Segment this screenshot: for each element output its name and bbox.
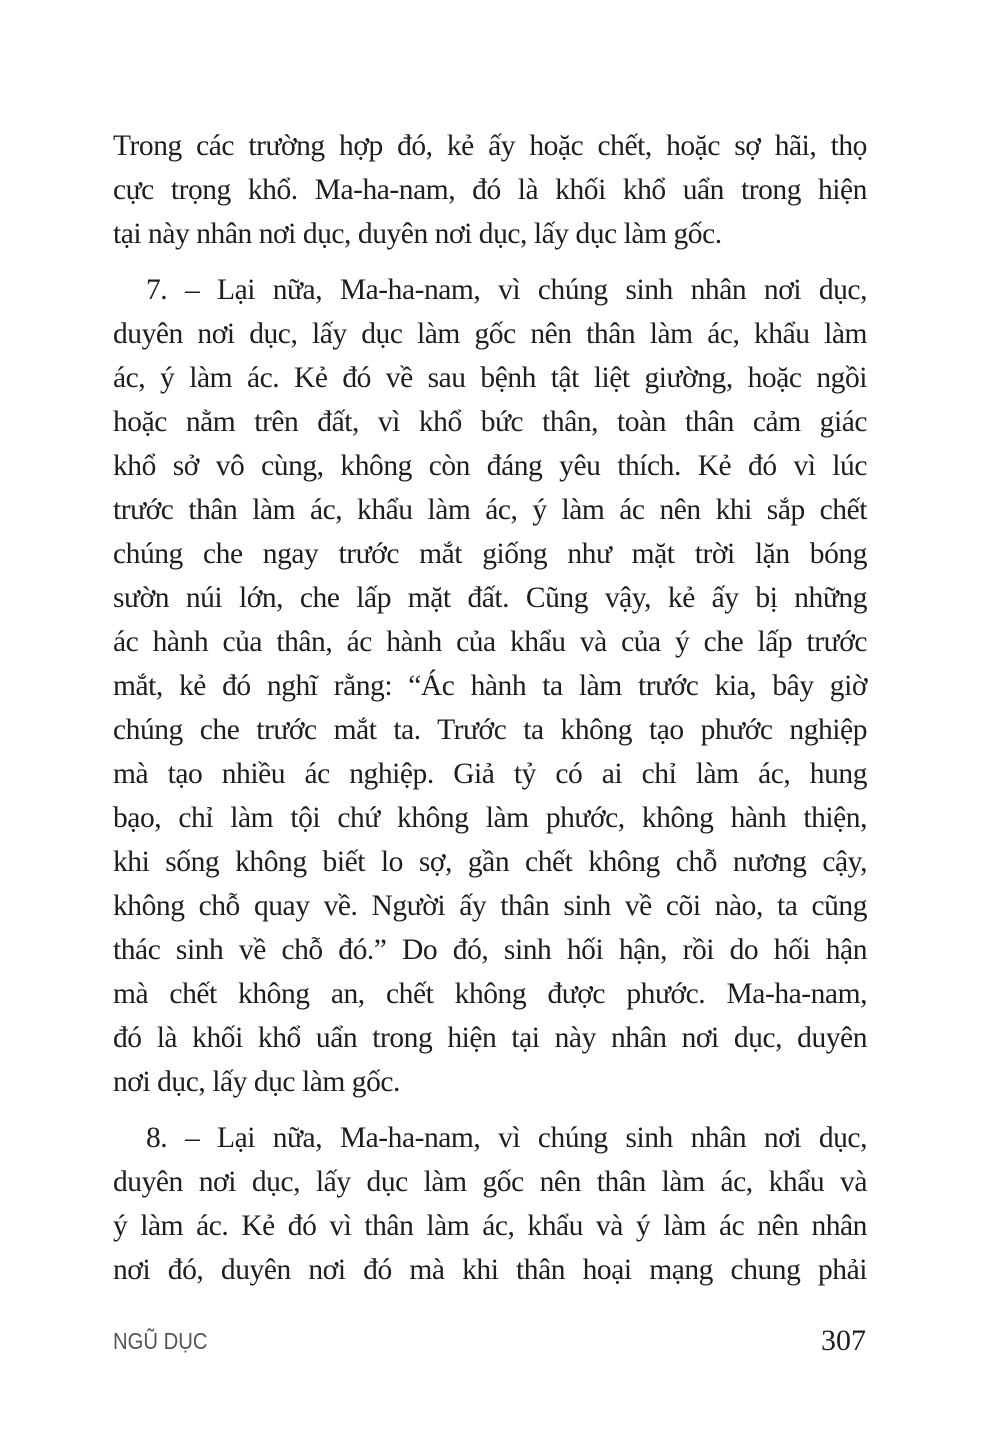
text-line: nơi đó, duyên nơi đó mà khi thân hoại mạng chung phải [113, 1254, 867, 1286]
text-line: khổ sở vô cùng, không còn đáng yêu thích. Kẻ đó vì lúc [113, 450, 867, 482]
text-line: chúng che ngay trước mắt giống như mặt trời lặn bóng [113, 538, 867, 570]
text-line: ác hành của thân, ác hành của khẩu và của ý che lấp trước [113, 626, 867, 658]
text-line: tại này nhân nơi dục, duyên nơi dục, lấy dục làm gốc. [113, 218, 722, 250]
paragraph-continuation [113, 124, 867, 256]
page-number: 307 [821, 1324, 866, 1357]
text-line: khi sống không biết lo sợ, gần chết không chỗ nương cậy, [113, 846, 867, 878]
text-line: cực trọng khổ. Ma-ha-nam, đó là khối khổ uẩn trong hiện [113, 174, 867, 206]
text-line: duyên nơi dục, lấy dục làm gốc nên thân làm ác, khẩu và [113, 1166, 867, 1198]
text-line: chúng che trước mắt ta. Trước ta không tạo phước nghiệp [113, 714, 867, 746]
text-line: nơi dục, lấy dục làm gốc. [113, 1066, 400, 1098]
body-text [113, 124, 867, 1304]
paragraph-7 [113, 268, 867, 1104]
text-line: ác, ý làm ác. Kẻ đó về sau bệnh tật liệt giường, hoặc ngồi [113, 362, 867, 394]
text-line: đó là khối khổ uẩn trong hiện tại này nhân nơi dục, duyên [113, 1022, 867, 1054]
text-line: sườn núi lớn, che lấp mặt đất. Cũng vậy, kẻ ấy bị những [113, 582, 867, 614]
text-line: ý làm ác. Kẻ đó vì thân làm ác, khẩu và ý làm ác nên nhân [113, 1210, 867, 1242]
paragraph-8 [113, 1116, 867, 1292]
text-line: Trong các trường hợp đó, kẻ ấy hoặc chết, hoặc sợ hãi, thọ [113, 130, 867, 162]
text-line: duyên nơi dục, lấy dục làm gốc nên thân làm ác, khẩu làm [113, 318, 867, 350]
text-line: mà chết không an, chết không được phước. Ma-ha-nam, [113, 978, 867, 1010]
text-line: 7. – Lại nữa, Ma-ha-nam, vì chúng sinh nhân nơi dục, [146, 274, 867, 306]
text-line: hoặc nằm trên đất, vì khổ bức thân, toàn thân cảm giác [113, 406, 867, 438]
text-line: thác sinh về chỗ đó.” Do đó, sinh hối hận, rồi do hối hận [113, 934, 867, 966]
text-line: mắt, kẻ đó nghĩ rằng: “Ác hành ta làm trước kia, bây giờ [113, 670, 867, 702]
text-line: 8. – Lại nữa, Ma-ha-nam, vì chúng sinh nhân nơi dục, [146, 1122, 867, 1154]
running-footer-title: NGŨ DỤC [113, 1328, 208, 1354]
text-line: mà tạo nhiều ác nghiệp. Giả tỷ có ai chỉ làm ác, hung [113, 758, 867, 790]
text-line: không chỗ quay về. Người ấy thân sinh về cõi nào, ta cũng [113, 890, 867, 922]
text-line: trước thân làm ác, khẩu làm ác, ý làm ác nên khi sắp chết [113, 494, 867, 526]
text-line: bạo, chỉ làm tội chứ không làm phước, không hành thiện, [113, 802, 867, 834]
